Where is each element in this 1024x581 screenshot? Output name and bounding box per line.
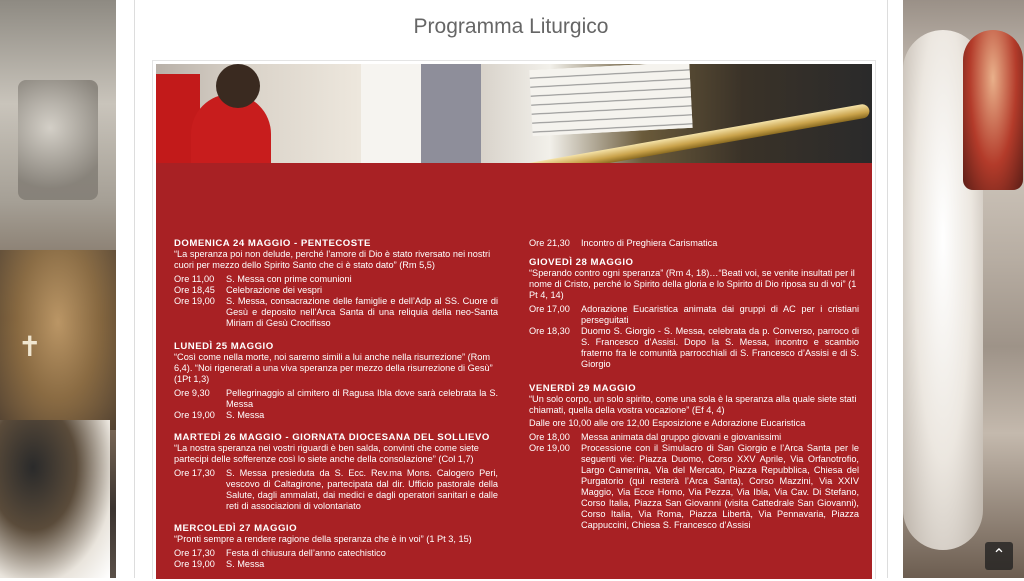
day-quote: “Così come nella morte, noi saremo simili a lui anche nella risurrezione” (Rom 6,4). “Noi rigenerati a una viva speranza per mezzo della risurrezione di Gesù” (1Pt 1,3) — [174, 352, 493, 384]
spacer — [174, 163, 498, 238]
event-row — [174, 559, 498, 570]
day-heading: LUNEDÌ 25 MAGGIO — [174, 341, 274, 352]
spacer — [529, 249, 859, 257]
left-decorative-photo — [0, 0, 116, 578]
event-row — [529, 443, 859, 531]
event-row — [529, 238, 859, 249]
event-text: S. Messa — [226, 559, 265, 569]
event-time: Ore 17,30 — [174, 468, 215, 478]
spacer — [529, 163, 859, 238]
right-program-column — [529, 163, 859, 544]
day-quote: “Un solo corpo, un solo spirito, come una sola è la speranza alla quale siete stati chiamati, quella della vostra vocazione” (Ef 4, 4) — [529, 394, 857, 415]
spacer — [174, 329, 498, 341]
event-text: S. Messa — [226, 410, 265, 420]
saint-statue — [963, 30, 1023, 190]
event-text: Duomo S. Giorgio - S. Messa, celebrata da p. Converso, parroco di S. Francesco d’Assisi. Dopo la S. Messa, incontro e scambio fraterno fra le comunità parrocchiali di S. Francesco d’Assisi e di S. Giorgio — [581, 326, 859, 369]
event-text: S. Messa, consacrazione delle famiglie e dell’Adp al SS. Cuore di Gesù e deposito nell’Arca Santa di una reliquia della neo-Santa Miriam di Gesù Crocifisso — [226, 296, 498, 328]
day-heading: DOMENICA 24 MAGGIO - PENTECOSTE — [174, 238, 371, 249]
event-row — [174, 468, 498, 512]
day-quote: “La nostra speranza nei vostri riguardi è ben salda, convinti che come siete partecipi delle sofferenze così lo siete anche della consolazione” (Col 1,7) — [174, 443, 479, 464]
day-quote: “Sperando contro ogni speranza” (Rm 4, 18)…“Beati voi, se venite insultati per il nome di Cristo, perché lo Spirito della gloria e lo Spirito di Dio riposa su di voi” (1 Pt 4, 14) — [529, 268, 857, 300]
event-text: Incontro di Preghiera Carismatica — [581, 238, 718, 248]
event-text: Pellegrinaggio al cimitero di Ragusa Ibla dove sarà celebrata la S. Messa — [226, 388, 498, 409]
event-time: Ore 19,00 — [174, 410, 215, 420]
event-text: Celebrazione dei vespri — [226, 285, 323, 295]
event-time: Ore 19,00 — [174, 296, 215, 306]
event-text: S. Messa presieduta da S. Ecc. Rev.ma Mons. Calogero Peri, vescovo di Caltagirone, partecipata dal dir. Ufficio pastorale della Salute, dagli ammalati, dai medici e dagli operatori sanitari e dalle reti di associazioni di volontariato — [226, 468, 498, 511]
spacer — [174, 512, 498, 523]
event-text: Messa animata dal gruppo giovani e giovanissimi — [581, 432, 782, 442]
event-row — [529, 326, 859, 370]
boy-head-figure — [216, 64, 260, 108]
event-row — [174, 388, 498, 410]
page-title: Programma Liturgico — [413, 15, 609, 38]
day-heading: MERCOLEDÌ 27 MAGGIO — [174, 523, 298, 534]
grey-shirt-figure — [421, 64, 481, 163]
main-content — [134, 0, 888, 578]
event-row — [174, 285, 498, 296]
event-row — [529, 432, 859, 443]
chevron-up-icon: ⌃ — [992, 547, 1006, 564]
spacer — [529, 531, 859, 544]
left-program-column — [174, 163, 498, 581]
event-row — [174, 548, 498, 559]
event-time: Ore 9,30 — [174, 388, 210, 398]
event-time: Ore 17,00 — [529, 304, 570, 314]
event-time: Ore 17,30 — [174, 548, 215, 558]
event-time: Ore 11,00 — [174, 274, 215, 284]
event-text: Processione con il Simulacro di San Giorgio e l’Arca Santa per le seguenti vie: Piazza Duomo, Corso XXV Aprile, Via Orfanotrofio, Largo Camerina, Via del Mercato, Piazza Repubblica, Chiesa del Purgatorio (qui resterà l’Arca Santa), Corso Mazzini, Via XXIV Maggio, Via Ecce Homo, Via Pezza, Via Ibla, Via Cav. Di Stefano, Corso Italia, Piazza San Giovanni (visita Cattedrale San Giovanni), Corso Italia, Via Roma, Piazza Libertà, Via Pennavaria, Piazza Cappuccini, Chiesa S. Francesco d’Assisi — [581, 443, 859, 530]
event-text: Adorazione Eucaristica animata dai gruppi di AC per i cristiani perseguitati — [581, 304, 859, 325]
event-row — [174, 410, 498, 421]
program-card — [152, 60, 876, 579]
day-heading: GIOVEDÌ 28 MAGGIO — [529, 257, 634, 268]
scroll-to-top-button[interactable] — [985, 542, 1013, 570]
program-panel — [156, 163, 872, 579]
event-row — [174, 296, 498, 329]
event-time: Ore 18,00 — [529, 432, 570, 442]
event-text: S. Messa con prime comunioni — [226, 274, 352, 284]
day-quote: “Pronti sempre a rendere ragione della speranza che è in voi” (1 Pt 3, 15) — [174, 534, 472, 544]
event-text: Festa di chiusura dell’anno catechistico — [226, 548, 386, 558]
day-heading: MARTEDÌ 26 MAGGIO - GIORNATA DIOCESANA DEL SOLLIEVO — [174, 432, 490, 443]
day-heading: VENERDÌ 29 MAGGIO — [529, 383, 637, 394]
event-time: Ore 18,30 — [529, 326, 570, 336]
event-time: Ore 18,45 — [174, 285, 215, 295]
spacer — [174, 570, 498, 581]
stone-relief — [18, 80, 98, 200]
day-note: Dalle ore 10,00 alle ore 12,00 Esposizione e Adorazione Eucaristica — [529, 418, 806, 428]
event-time: Ore 19,00 — [529, 443, 570, 453]
cross-icon: ✝ — [18, 330, 42, 363]
event-time: Ore 21,30 — [529, 238, 570, 248]
spacer — [174, 421, 498, 432]
white-robe-figure — [361, 64, 421, 163]
event-row — [174, 274, 498, 285]
person-figure — [0, 420, 110, 578]
banner-photo — [156, 64, 872, 163]
music-sheet — [529, 64, 692, 136]
right-decorative-photo — [903, 0, 1024, 578]
event-row — [529, 304, 859, 326]
spacer — [529, 370, 859, 383]
event-time: Ore 19,00 — [174, 559, 215, 569]
day-quote: “La speranza poi non delude, perché l’amore di Dio è stato riversato nei nostri cuori per mezzo dello Spirito Santo che ci è stato dato” (Rm 5,5) — [174, 249, 491, 270]
